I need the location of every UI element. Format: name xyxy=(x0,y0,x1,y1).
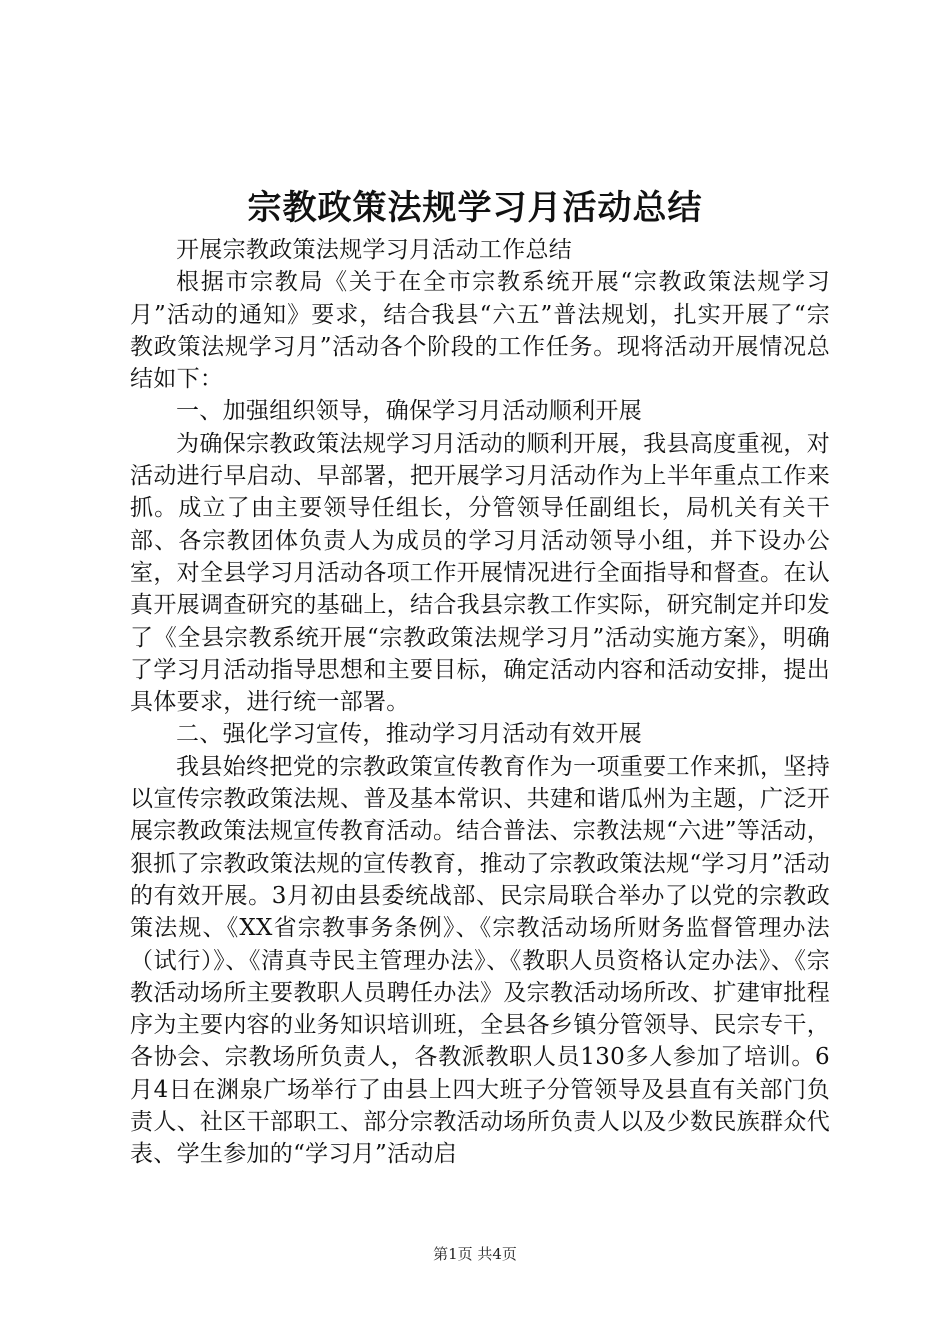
section-heading-2: 二、强化学习宣传，推动学习月活动有效开展 xyxy=(176,721,642,748)
paragraph-section-2: 我县始终把党的宗教政策宣传教育作为一项重要工作来抓，坚持以宣传宗教政策法规、普及基本常识、共建和谐瓜州为主题，广泛开展宗教政策法规宣传教育活动。结合普法、宗教法规“六进”等活动，狠抓了宗教政策法规的宣传教育，推动了宗教政策法规“学习月”活动的有效开展。3月初由县委统战部、民宗局联合举办了以党的宗教政策法规、《XX省宗教事务条例》、《宗教活动场所财务监督管理办法（试行）》、《清真寺民主管理办法》、《教职人员资格认定办法》、《宗教活动场所主要教职人员聘任办法》及宗教活动场所改、扩建审批程序为主要内容的业务知识培训班，全县各乡镇分管领导、民宗专干，各协会、宗教场所负责人，各教派教职人员130多人参加了培训。6月4日在渊泉广场举行了由县上四大班子分管领导及县直有关部门负责人、社区干部职工、部分宗教活动场所负责人以及少数民族群众代表、学生参加的“学习月”活动启 xyxy=(130,753,830,1168)
section-heading-1: 一、加强组织领导，确保学习月活动顺利开展 xyxy=(176,398,642,425)
document-body xyxy=(130,234,830,1171)
paragraph-intro: 根据市宗教局《关于在全市宗教系统开展“宗教政策法规学习月”活动的通知》要求，结合我县“六五”普法规划，扎实开展了“宗教政策法规学习月”活动各个阶段的工作任务。现将活动开展情况总结如下： xyxy=(130,269,830,393)
page-number-footer: 第1页 共4页 xyxy=(433,1245,517,1263)
paragraph-subtitle: 开展宗教政策法规学习月活动工作总结 xyxy=(176,237,573,263)
document-title: 宗教政策法规学习月活动总结 xyxy=(247,188,703,228)
paragraph-section-1: 为确保宗教政策法规学习月活动的顺利开展，我县高度重视，对活动进行早启动、早部署，把开展学习月活动作为上半年重点工作来抓。成立了由主要领导任组长，分管领导任副组长，局机关有关干部、各宗教团体负责人为成员的学习月活动领导小组，并下设办公室，对全县学习月活动各项工作开展情况进行全面指导和督查。在认真开展调查研究的基础上，结合我县宗教工作实际，研究制定并印发了《全县宗教系统开展“宗教政策法规学习月”活动实施方案》，明确了学习月活动指导思想和主要目标，确定活动内容和活动安排，提出具体要求，进行统一部署。 xyxy=(130,430,830,716)
